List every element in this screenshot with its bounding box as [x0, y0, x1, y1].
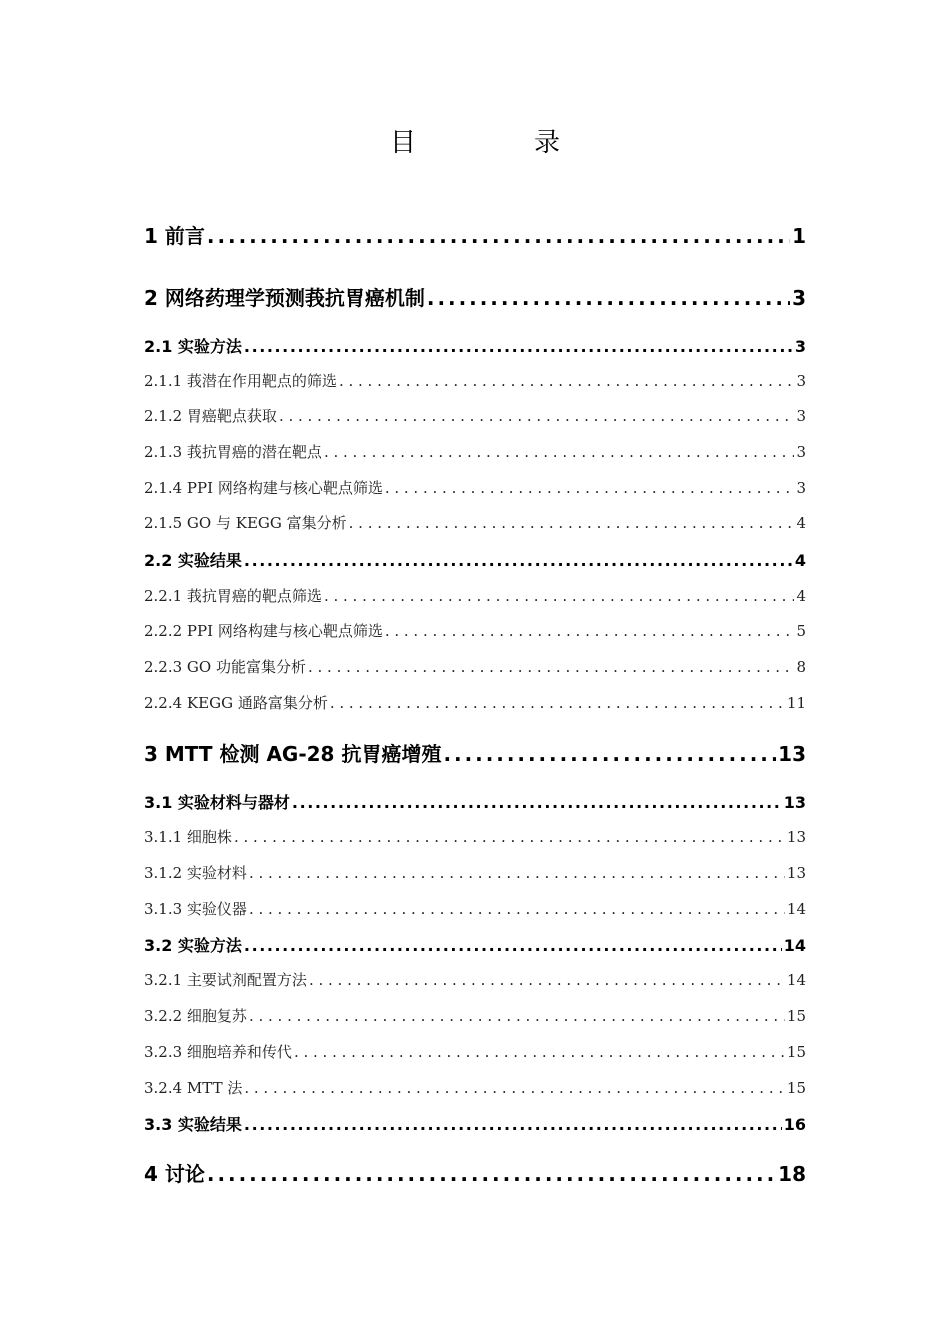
toc-entry-page: 3	[796, 479, 806, 497]
toc-entry-label: 2.2.2 PPI 网络构建与核心靶点筛选	[144, 622, 383, 640]
toc-leader-dots	[244, 337, 793, 356]
toc-entry-label: 2.1.2 胃癌靶点获取	[144, 407, 277, 425]
toc-entry[interactable]	[144, 477, 806, 498]
toc-entry-label: 2.2.3 GO 功能富集分析	[144, 658, 306, 676]
toc-entry-label: 2.2.1 莪抗胃癌的靶点筛选	[144, 587, 322, 605]
toc-entry-label: 2.1.5 GO 与 KEGG 富集分析	[144, 514, 347, 532]
toc-entry-page: 15	[786, 1043, 806, 1061]
toc-entry-label: 2.2.4 KEGG 通路富集分析	[144, 694, 328, 712]
toc-leader-dots	[292, 793, 782, 812]
toc-entry-label: 4 讨论	[144, 1162, 205, 1186]
toc-leader-dots	[207, 1162, 776, 1186]
toc-leader-dots	[294, 1043, 785, 1061]
toc-entry[interactable]	[144, 370, 806, 391]
toc-entry-page: 15	[786, 1079, 806, 1097]
toc-entry[interactable]	[144, 620, 806, 641]
toc-entry-page: 3	[796, 443, 806, 461]
toc-entry-label: 1 前言	[144, 224, 205, 248]
toc-entry-label: 3.2.4 MTT 法	[144, 1079, 243, 1097]
toc-leader-dots	[443, 742, 776, 766]
toc-entry-label: 2.2 实验结果	[144, 551, 242, 570]
toc-entry[interactable]	[144, 585, 806, 606]
toc-entry-label: 3.1.2 实验材料	[144, 864, 247, 882]
toc-entry-page: 3	[792, 286, 806, 310]
toc-entry-label: 3.2 实验方法	[144, 936, 242, 955]
toc-leader-dots	[309, 971, 785, 989]
toc-entry[interactable]	[144, 1112, 806, 1135]
toc-leader-dots	[244, 936, 782, 955]
toc-entry-page: 14	[786, 971, 806, 989]
toc-leader-dots	[330, 694, 785, 712]
toc-leader-dots	[427, 286, 790, 310]
toc-leader-dots	[349, 514, 795, 532]
toc-leader-dots	[385, 479, 795, 497]
toc-entry-page: 14	[786, 900, 806, 918]
toc-entry[interactable]	[144, 862, 806, 883]
toc-entry-page: 8	[796, 658, 806, 676]
toc-entry-label: 2.1 实验方法	[144, 337, 242, 356]
toc-leader-dots	[249, 900, 785, 918]
toc-entry[interactable]	[144, 738, 806, 767]
toc-leader-dots	[385, 622, 795, 640]
toc-entry[interactable]	[144, 1041, 806, 1062]
toc-leader-dots	[244, 551, 793, 570]
toc-leader-dots	[249, 864, 785, 882]
toc-entry[interactable]	[144, 1005, 806, 1026]
toc-entry-label: 3 MTT 检测 AG-28 抗胃癌增殖	[144, 742, 442, 766]
toc-entry-page: 3	[796, 407, 806, 425]
toc-entry-label: 2.1.1 莪潜在作用靶点的筛选	[144, 372, 337, 390]
toc-leader-dots	[279, 407, 795, 425]
toc-entry[interactable]	[144, 220, 806, 249]
toc-entry-label: 2.1.4 PPI 网络构建与核心靶点筛选	[144, 479, 383, 497]
page-title: 目 录	[389, 128, 606, 158]
toc-entry[interactable]	[144, 969, 806, 990]
toc-entry-page: 1	[792, 224, 806, 248]
toc-leader-dots	[244, 1079, 785, 1097]
toc-entry[interactable]	[144, 790, 806, 813]
toc-entry[interactable]	[144, 826, 806, 847]
toc-entry[interactable]	[144, 405, 806, 426]
toc-entry-page: 18	[778, 1162, 806, 1186]
toc-entry[interactable]	[144, 1077, 806, 1098]
toc-entry-page: 4	[796, 587, 806, 605]
toc-entry-page: 4	[794, 551, 806, 570]
toc-leader-dots	[249, 1007, 785, 1025]
toc-entry-label: 3.1 实验材料与器材	[144, 793, 290, 812]
toc-entry-label: 3.1.3 实验仪器	[144, 900, 247, 918]
toc-entry-page: 5	[796, 622, 806, 640]
toc-entry-label: 3.3 实验结果	[144, 1115, 242, 1134]
toc-entry[interactable]	[144, 692, 806, 713]
toc-entry-page: 13	[783, 793, 806, 812]
toc-entry-page: 3	[796, 372, 806, 390]
toc-entry-page: 16	[783, 1115, 806, 1134]
toc-entry-page: 4	[796, 514, 806, 532]
toc-entry-page: 15	[786, 1007, 806, 1025]
toc-entry[interactable]	[144, 1158, 806, 1187]
toc-entry-label: 3.2.2 细胞复苏	[144, 1007, 247, 1025]
toc-entry-page: 11	[786, 694, 806, 712]
toc-entry[interactable]	[144, 441, 806, 462]
toc-entry[interactable]	[144, 933, 806, 956]
toc-leader-dots	[308, 658, 794, 676]
toc-entry-page: 14	[783, 936, 806, 955]
toc-entry-label: 3.2.1 主要试剂配置方法	[144, 971, 307, 989]
toc-entry[interactable]	[144, 334, 806, 357]
toc-leader-dots	[339, 372, 795, 390]
toc-entry-label: 2.1.3 莪抗胃癌的潜在靶点	[144, 443, 322, 461]
toc-entry[interactable]	[144, 548, 806, 571]
toc-entry-page: 3	[794, 337, 806, 356]
toc-entry-page: 13	[786, 828, 806, 846]
toc-entry-page: 13	[786, 864, 806, 882]
toc-entry-label: 3.2.3 细胞培养和传代	[144, 1043, 292, 1061]
toc-leader-dots	[324, 587, 795, 605]
toc-entry-page: 13	[778, 742, 806, 766]
toc-entry[interactable]	[144, 656, 806, 677]
toc-leader-dots	[244, 1115, 782, 1134]
toc-entry-label: 2 网络药理学预测莪抗胃癌机制	[144, 286, 425, 310]
toc-leader-dots	[324, 443, 795, 461]
toc-entry-label: 3.1.1 细胞株	[144, 828, 232, 846]
toc-entry[interactable]	[144, 898, 806, 919]
toc-entry[interactable]	[144, 512, 806, 533]
toc-entry[interactable]	[144, 282, 806, 311]
toc-leader-dots	[234, 828, 785, 846]
toc-leader-dots	[207, 224, 790, 248]
